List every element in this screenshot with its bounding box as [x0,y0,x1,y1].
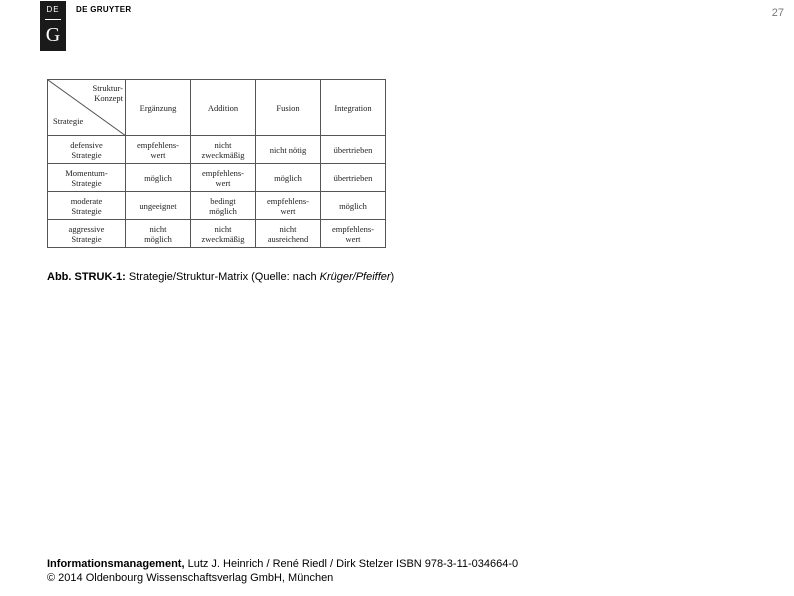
matrix-cell: möglich [321,192,386,220]
matrix-cell: nicht möglich [126,220,191,248]
column-header: Addition [191,80,256,136]
matrix-cell: nicht ausreichend [256,220,321,248]
matrix-cell: nicht zweckmäßig [191,220,256,248]
column-header: Integration [321,80,386,136]
matrix-cell: nicht zweckmäßig [191,136,256,164]
matrix-row [48,192,386,220]
matrix-cell: empfehlens- wert [191,164,256,192]
caption-close: ) [390,271,395,283]
footer-citation [47,557,518,571]
matrix-cell: nicht nötig [256,136,321,164]
row-header: aggressive Strategie [48,220,126,248]
matrix-cell: möglich [256,164,321,192]
corner-strategy-label: Strategie [53,116,84,126]
matrix-cell: ungeeignet [126,192,191,220]
footer-copyright: © 2014 Oldenbourg Wissenschaftsverlag GmbH, München [47,572,334,584]
matrix-cell: bedingt möglich [191,192,256,220]
matrix-row [48,136,386,164]
matrix-corner-cell [48,80,126,136]
logo-divider [45,19,61,20]
corner-structure-label: Struktur- Konzept [92,83,123,103]
row-header: Momentum- Strategie [48,164,126,192]
column-header: Ergänzung [126,80,191,136]
publisher-logo [40,1,66,51]
matrix-cell: empfehlens- wert [321,220,386,248]
page-number: 27 [771,7,784,19]
caption-authors: Krüger/Pfeiffer [319,271,391,283]
matrix-row [48,220,386,248]
matrix-cell: übertrieben [321,136,386,164]
row-header: moderate Strategie [48,192,126,220]
matrix-cell: möglich [126,164,191,192]
matrix-row [48,164,386,192]
caption-label: Abb. STRUK-1: [47,271,126,283]
footer [47,557,518,585]
strategy-structure-matrix [47,79,386,248]
caption-text: Strategie/Struktur-Matrix (Quelle: nach [125,271,320,283]
book-authors: Lutz J. Heinrich / René Riedl / Dirk Stelzer ISBN 978-3-11-034664-0 [184,558,519,570]
column-header: Fusion [256,80,321,136]
matrix-cell: empfehlens- wert [256,192,321,220]
matrix-cell: empfehlens- wert [126,136,191,164]
matrix-cell: übertrieben [321,164,386,192]
publisher-name: DE GRUYTER [76,5,132,14]
book-title: Informationsmanagement, [47,558,185,570]
logo-top-text: DE [46,5,60,14]
row-header: defensive Strategie [48,136,126,164]
logo-bottom-text: G [45,24,61,46]
figure-caption [47,271,394,283]
